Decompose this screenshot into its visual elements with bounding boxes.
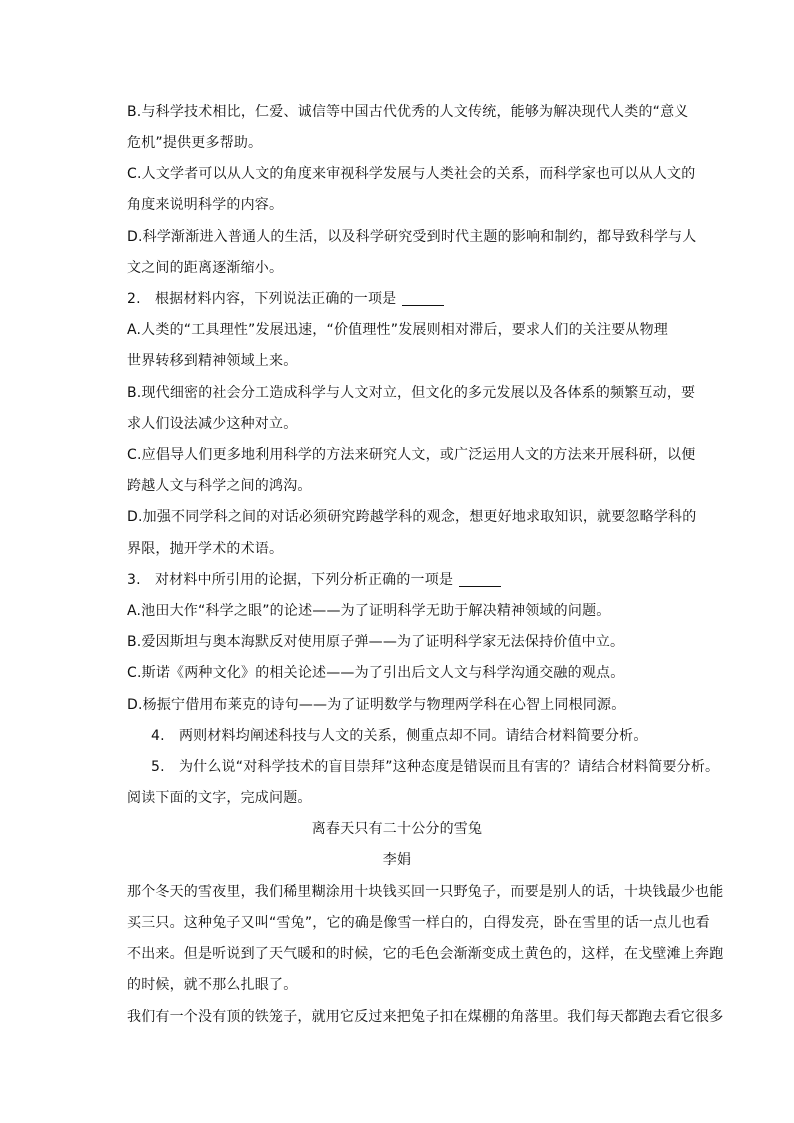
q4-text: 4. 两则材料均阐述科技与人文的关系，侧重点却不同。请结合材料简要分析。	[151, 728, 648, 744]
para1-line3: 不出来。但是听说到了天气暖和的时候，它的毛色会渐渐变成土黄色的，这样，在戈壁滩上奔跑	[127, 946, 724, 962]
q3-option-d: D.杨振宁借用布莱克的诗句——为了证明数学与物理两学科在心智上同根同源。	[127, 697, 626, 713]
q3-stem	[127, 570, 692, 590]
para1-line1: 那个冬天的雪夜里，我们稀里糊涂用十块钱买回一只野兔子，而要是别人的话，十块钱最少也能	[127, 884, 724, 900]
q2-stem	[127, 289, 692, 309]
q2-option-d-line2: 界限，抛开学术的术语。	[127, 541, 284, 557]
q2-option-a-line2: 世界转移到精神领域上来。	[127, 353, 298, 369]
q2-option-b-line2: 求人们设法减少这种对立。	[127, 416, 298, 432]
passage-title: 离春天只有二十公分的雪兔	[311, 821, 483, 837]
q1-option-d-line2: 文之间的距离逐渐缩小。	[127, 260, 284, 276]
para2-line1: 我们有一个没有顶的铁笼子，就用它反过来把兔子扣在煤棚的角落里。我们每天都跑去看它很多	[127, 1009, 724, 1025]
q1-option-c-line2: 角度来说明科学的内容。	[127, 197, 284, 213]
q5-text: 5. 为什么说“对科学技术的盲目崇拜”这种态度是错误而且有害的？请结合材料简要分析。	[151, 759, 720, 775]
q1-option-d-line1: D.科学渐渐进入普通人的生活，以及科学研究受到时代主题的影响和制约，都导致科学与人	[127, 229, 697, 245]
q3-option-b: B.爱因斯坦与奥本海默反对使用原子弹——为了证明科学家无法保持价值中立。	[127, 634, 625, 650]
q1-option-b-line1: B.与科学技术相比，仁爱、诚信等中国古代优秀的人文传统，能够为解决现代人类的“意义	[127, 104, 689, 120]
q3-option-c: C.斯诺《两种文化》的相关论述——为了引出后文人文与科学沟通交融的观点。	[127, 665, 625, 681]
reading-instruction: 阅读下面的文字，完成问题。	[127, 790, 312, 806]
q2-stem-text: 2. 根据材料内容，下列说法正确的一项是	[127, 291, 397, 307]
passage-author: 李娟	[382, 852, 412, 868]
q1-option-b-line2: 危机”提供更多帮助。	[127, 135, 263, 151]
q2-option-b-line1: B.现代细密的社会分工造成科学与人文对立，但文化的多元发展以及各体系的频繁互动，要	[127, 385, 696, 401]
q2-option-c-line2: 跨越人文与科学之间的鸿沟。	[127, 478, 312, 494]
q3-stem-text: 3. 对材料中所引用的论据，下列分析正确的一项是	[127, 572, 454, 588]
para1-line4: 的时候，就不那么扎眼了。	[127, 977, 298, 993]
answer-blank	[402, 291, 444, 306]
answer-blank	[459, 572, 501, 587]
q2-option-d-line1: D.加强不同学科之间的对话必须研究跨越学科的观念，想更好地求取知识，就要忽略学科的	[127, 509, 697, 525]
para1-line2: 买三只。这种兔子又叫“雪兔”，它的确是像雪一样白的，白得发亮，卧在雪里的话一点儿也看	[127, 915, 710, 931]
q1-option-c-line1: C.人文学者可以从人文的角度来审视科学发展与人类社会的关系，而科学家也可以从人文的	[127, 166, 696, 182]
q3-option-a: A.池田大作“科学之眼”的论述——为了证明科学无助于解决精神领域的问题。	[127, 603, 611, 619]
q2-option-a-line1: A.人类的“工具理性”发展迅速，“价值理性”发展则相对滞后，要求人们的关注要从物理	[127, 322, 668, 338]
q2-option-c-line1: C.应倡导人们更多地利用科学的方法来研究人文，或广泛运用人文的方法来开展科研，以便	[127, 447, 696, 463]
